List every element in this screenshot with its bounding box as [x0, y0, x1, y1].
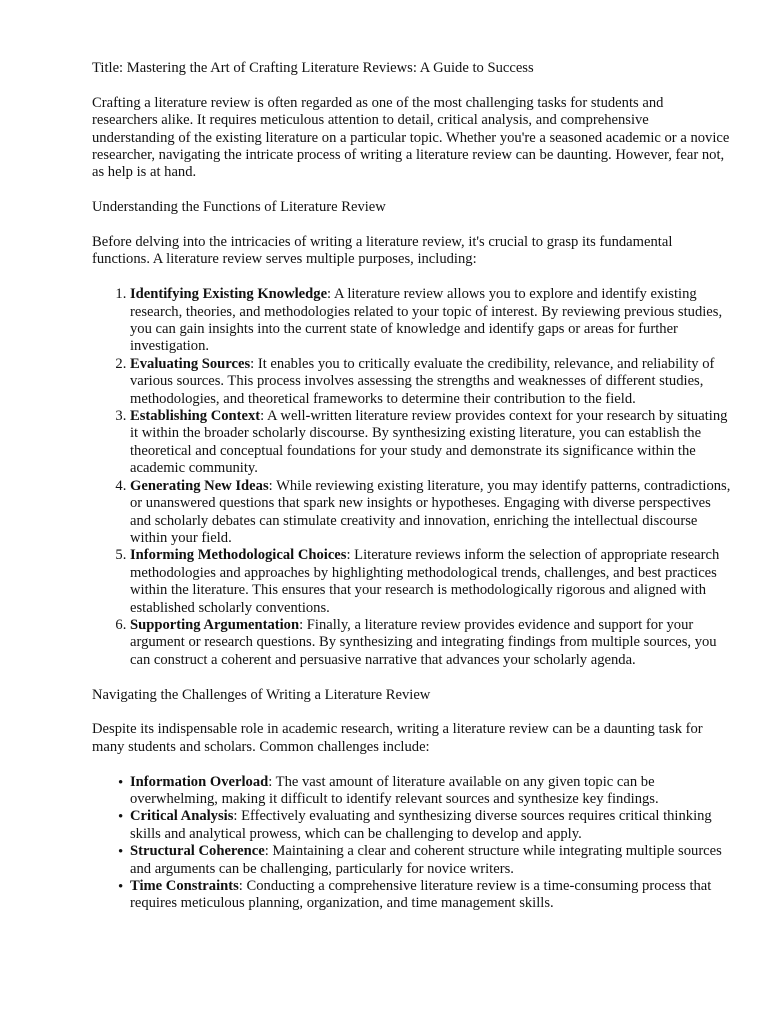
section-lead-functions: Before delving into the intricacies of writing a literature review, it's crucial to grasp its fundamental functions. A literature review serves multiple purposes, including:: [92, 234, 673, 268]
bullet-icon: •: [118, 844, 124, 861]
list-item-text: : Maintaining a clear and coherent structure while integrating multiple sources and arguments can be challenging, particularly for novice writers.: [130, 843, 722, 877]
document-title: Title: Mastering the Art of Crafting Literature Reviews: A Guide to Success: [92, 60, 534, 76]
bullet-icon: •: [118, 774, 124, 791]
list-item: [130, 356, 732, 408]
list-item: [118, 877, 732, 913]
list-item-term: Establishing Context: [130, 408, 261, 425]
list-item: [130, 547, 732, 617]
list-item-term: Supporting Argumentation: [130, 616, 300, 633]
list-item: [118, 843, 732, 878]
list-item-term: Information Overload: [130, 773, 269, 790]
list-item-text: : Finally, a literature review provides evidence and support for your argument or research questions. By synthesizing and integrating findings from multiple sources, you can construct a coherent and persuasive narrative that advances your scholarly agenda.: [130, 616, 717, 668]
list-item: [130, 617, 732, 669]
list-item-term: Informing Methodological Choices: [130, 547, 347, 564]
list-item-term: Time Constraints: [130, 877, 239, 894]
section-lead-challenges: Despite its indispensable role in academic research, writing a literature review can be a daunting task for many students and scholars. Common challenges include:: [92, 721, 703, 755]
list-item: [130, 286, 732, 356]
list-item-term: Critical Analysis: [130, 808, 234, 825]
bullet-icon: •: [118, 878, 124, 895]
bullet-icon: •: [118, 809, 124, 826]
list-item-text: : A literature review allows you to explore and identify existing research, theories, and methodologies related to your topic of interest. By reviewing previous studies, you can gain insights into the current state of knowledge and identify gaps or areas for further investigation.: [130, 286, 723, 355]
list-item-text: : The vast amount of literature available on any given topic can be overwhelming, making it difficult to identify relevant sources and synthesize key findings.: [130, 773, 659, 807]
list-item-text: : It enables you to critically evaluate the credibility, relevance, and reliability of various sources. This process involves assessing the strengths and weaknesses of different studies, methodologies, and theoretical frameworks to determine their contribution to the field.: [130, 355, 715, 407]
list-item-term: Structural Coherence: [130, 843, 265, 860]
challenges-list: [92, 774, 732, 913]
functions-list: [92, 286, 732, 669]
list-item-term: Identifying Existing Knowledge: [130, 286, 328, 303]
list-item-term: Evaluating Sources: [130, 355, 251, 372]
list-item-term: Generating New Ideas: [130, 477, 269, 494]
list-item: [130, 408, 732, 478]
document-page: [92, 60, 732, 930]
list-item: [118, 773, 732, 809]
section-heading-challenges: Navigating the Challenges of Writing a Literature Review: [92, 686, 431, 703]
list-item: [130, 478, 732, 548]
list-item-text: : A well-written literature review provides context for your research by situating it within the broader scholarly discourse. By synthesizing existing literature, you can establish the theoretical and conceptual foundations for your study and demonstrate its significance within the academic community.: [130, 408, 728, 477]
intro-paragraph: Crafting a literature review is often regarded as one of the most challenging tasks for students and researchers alike. It requires meticulous attention to detail, critical analysis, and comprehensive understanding of the existing literature on a particular topic. Whether you're a seasoned academic or a novice researcher, navigating the intricate process of writing a literature review can be daunting. However, fear not, as help is at hand.: [92, 94, 730, 181]
list-item-text: : Literature reviews inform the selection of appropriate research methodologies and approaches by highlighting methodological trends, challenges, and best practices within the literature. This ensures that your research is methodologically rigorous and aligned with established scholarly conventions.: [130, 547, 720, 616]
list-item: [118, 808, 732, 843]
list-item-text: : While reviewing existing literature, you may identify patterns, contradictions, or unanswered questions that spark new insights or hypotheses. Engaging with diverse perspectives and scholarly debates can stimulate creativity and innovation, enriching the intellectual discourse within your field.: [130, 477, 731, 546]
list-item-text: : Conducting a comprehensive literature review is a time-consuming process that requires meticulous planning, organization, and time management skills.: [130, 877, 712, 912]
list-item-text: : Effectively evaluating and synthesizing diverse sources requires critical thinking skills and analytical prowess, which can be challenging to develop and apply.: [130, 808, 712, 842]
section-heading-functions: Understanding the Functions of Literature Review: [92, 199, 386, 216]
